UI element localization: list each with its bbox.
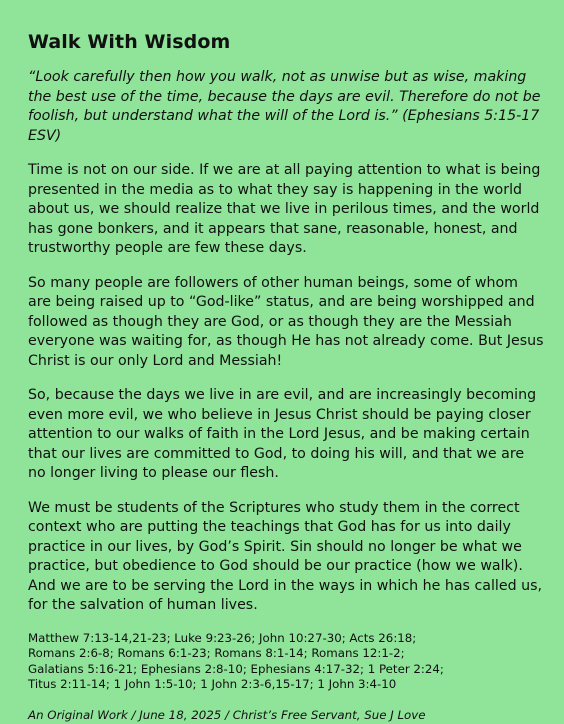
page-title: Walk With Wisdom [28, 31, 231, 53]
author-signature: An Original Work / June 18, 2025 / Christ’s Free Servant, Sue J Love [28, 707, 426, 722]
body-paragraph-4: We must be students of the Scriptures who study them in the correct context who are putting the teachings that God has for us into daily practice in our lives, by God’s Spirit. Sin should no longer be what we practice, but obedience to God should be our practice (how we walk). And we are to be serving the Lord in the ways in which he has called us, for the salvation of human lives. [28, 499, 542, 613]
scripture-quote: “Look carefully then how you walk, not as unwise but as wise, making the best use of the time, because the days are evil. Therefore do not be foolish, but understand what the will of the Lord is.” (Ephesians 5:15-17 ESV) [28, 69, 541, 144]
body-paragraph-3: So, because the days we live in are evil, and are increasingly becoming even more evil, we who believe in Jesus Christ should be paying closer attention to our walks of faith in the Lord Jesus, and be making certain that our lives are committed to God, to doing his will, and that we are no longer living to please our flesh. [28, 387, 537, 481]
body-paragraph-1: Time is not on our side. If we are at all paying attention to what is being presented in the media as to what they say is happening in the world about us, we should realize that we live in perilous times, and the world has gone bonkers, and it appears that sane, reasonable, honest, and trustworthy people are few these days. [28, 162, 541, 256]
body-paragraph-2: So many people are followers of other human beings, some of whom are being raised up to “God-like” status, and are being worshipped and followed as though they are God, or as though they are the Messiah everyone was waiting for, as though He has not already come. But Jesus Christ is our only Lord and Messiah! [28, 274, 544, 369]
scripture-references [28, 631, 544, 693]
reference-line-1: Matthew 7:13-14,21-23; Luke 9:23-26; John 10:27-30; Acts 26:18; [28, 630, 417, 645]
reference-line-2: Romans 2:6-8; Romans 6:1-23; Romans 8:1-14; Romans 12:1-2; [28, 646, 405, 661]
reference-line-3: Galatians 5:16-21; Ephesians 2:8-10; Ephesians 4:17-32; 1 Peter 2:24; [28, 661, 444, 676]
reference-line-4: Titus 2:11-14; 1 John 1:5-10; 1 John 2:3-6,15-17; 1 John 3:4-10 [28, 677, 397, 692]
